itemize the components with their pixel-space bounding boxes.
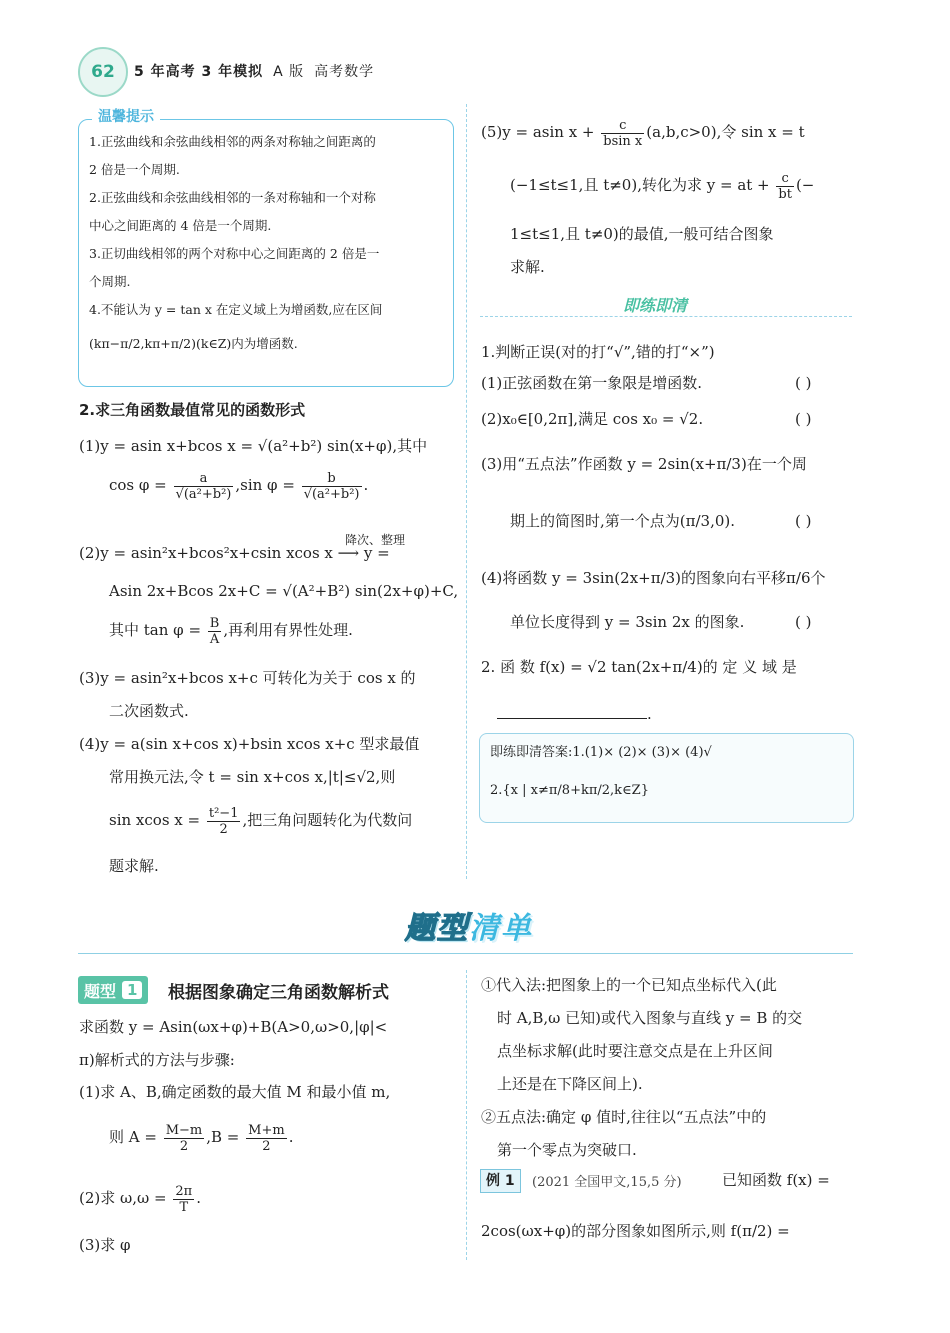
formula-5b [510,170,814,202]
formula-2c [109,615,353,647]
formula-4c [109,805,412,837]
step-1a: (1)求 A、B,确定函数的最大值 M 和最小值 m, [79,1083,391,1101]
example-badge: 例 1 [480,1169,521,1193]
tip-line: 1.正弦曲线和余弦曲线相邻的两条对称轴之间距离的 [89,134,376,149]
denominator: 2 [179,1138,189,1154]
section-title-part2: 清单 [469,911,533,946]
method-2b: 第一个零点为突破口. [497,1141,637,1159]
method-1b: 时 A,B,ω 已知)或代入图象与直线 y = B 的交 [497,1009,803,1027]
answer-paren: ( ) [795,374,812,392]
formula-1b: cos φ = $\frac{a}{\text{√(a²+b²)}}$ ,sin φ = $\frac{b}{\text{√(a²+b²)}}$ . [109,470,369,502]
text: (a,b,c>0),令 sin x = t [646,123,805,141]
example-text-b: 2cos(ωx+φ)的部分图象如图所示,则 f(π/2) = [481,1222,790,1240]
question-1-1: (1)正弦函数在第一象限是增函数. [481,374,703,392]
numerator: b [302,471,362,487]
answer-paren: ( ) [795,613,812,631]
formula-5d: 求解. [510,258,545,276]
tip-line: (kπ−π/2,kπ+π/2)(k∈Z)内为增函数. [89,336,298,351]
tip-line: 3.正切曲线相邻的两个对称中心之间距离的 2 倍是一 [89,246,380,261]
fraction [207,806,241,837]
formula-5c: 1≤t≤1,且 t≠0)的最值,一般可结合图象 [510,225,774,243]
section-title [405,903,533,947]
question-1-3b: 期上的简图时,第一个点为(π/3,0). [510,512,736,530]
book-series: 5 年高考 3 年模拟 [134,64,264,80]
tip-line: 2.正弦曲线和余弦曲线相邻的一条对称轴和一个对称 [89,190,376,205]
formula-2a: (2)y = asin²x+bcos²x+csin xcos x ⟶ y = [79,544,390,562]
arrow-label: 降次、整理 [345,533,406,547]
text: . [196,1189,201,1207]
topic-heading: 根据图象确定三角函数解析式 [168,983,389,1003]
text: ,把三角问题转化为代数问 [242,811,413,829]
tip-line: 中心之间距离的 4 倍是一个周期. [89,218,272,233]
formula-4a: (4)y = a(sin x+cos x)+bsin xcos x+c 型求最值 [79,735,420,753]
text: ,B = [206,1128,240,1146]
denominator: bt [778,186,792,202]
method-1d: 上还是在下降区间上). [497,1075,643,1093]
numerator: M−m [165,1122,203,1138]
formula-1a: (1)y = asin x+bcos x = √(a²+b²) sin(x+φ),其中 [79,437,428,455]
answer-box [479,733,854,823]
question-1-4b: 单位长度得到 y = 3sin 2x 的图象. [510,613,745,631]
question-1-4a: (4)将函数 y = 3sin(2x+π/3)的图象向右平移π/6个 [481,569,826,587]
fraction [174,471,234,502]
answer-paren: ( ) [795,512,812,530]
denominator: bsin x [603,133,643,149]
fraction [164,1123,205,1154]
method-2a: ②五点法:确定 φ 值时,往往以“五点法”中的 [481,1108,767,1126]
book-edition: A 版 [273,64,305,80]
denominator: T [179,1199,189,1215]
book-title [134,61,374,81]
text: cos φ = [109,476,167,494]
fraction [601,118,644,149]
practice-title: 即练即清 [615,293,695,316]
step-3: (3)求 φ [79,1236,131,1254]
page-number: 62 [78,47,128,97]
formula-4d: 题求解. [109,857,159,875]
text: ,再利用有界性处理. [223,621,353,639]
section-title-part1: 题型 [405,911,469,946]
formula-4b: 常用换元法,令 t = sin x+cos x,|t|≤√2,则 [109,768,396,786]
text: . [647,705,652,723]
tip-title: 温馨提示 [92,106,160,126]
fraction [208,616,222,647]
formula-2b: Asin 2x+Bcos 2x+C = √(A²+B²) sin(2x+φ)+C, [109,582,459,600]
text: (5)y = asin x + [481,123,595,141]
denominator: 2 [219,821,228,837]
example-source: (2021 全国甲文,15,5 分) [532,1175,682,1190]
answer-line-1: 即练即清答案:1.(1)× (2)× (3)× (4)√ [490,745,712,760]
question-1: 1.判断正误(对的打“√”,错的打“×”) [481,343,715,361]
numerator: M+m [248,1122,285,1138]
badge-number: 1 [122,981,142,999]
text: ,sin φ = [235,476,295,494]
fraction [302,471,362,502]
text: (−1≤t≤1,且 t≠0),转化为求 y = at + [510,176,770,194]
denominator: 2 [262,1138,271,1154]
text: 则 A = [109,1128,157,1146]
heading-2: 2.求三角函数最值常见的函数形式 [79,401,306,419]
method-1c: 点坐标求解(此时要注意交点是在上升区间 [497,1042,773,1060]
answer-line-2: 2.{x | x≠π/8+kπ/2,k∈Z} [490,783,649,798]
text: (− [795,176,815,194]
answer-paren: ( ) [795,410,812,428]
tip-list [89,128,449,358]
question-2-blank [497,699,652,729]
badge-label: 题型 [84,981,117,1001]
method-intro-2: π)解析式的方法与步骤: [79,1051,235,1069]
numerator: t²−1 [208,805,239,821]
topic-badge [78,976,148,1004]
tip-line: 2 倍是一个周期. [89,162,180,177]
numerator: c [776,171,794,187]
practice-header [480,295,852,317]
formula-3a: (3)y = asin²x+bcos x+c 可转化为关于 cos x 的 [79,669,416,687]
numerator: 2π [175,1183,193,1199]
step-1b [109,1122,293,1154]
numerator: B [209,615,220,631]
formula-3b: 二次函数式. [109,702,189,720]
numerator: c [601,118,644,134]
fraction [173,1184,194,1215]
text: (2)求 ω,ω = [79,1189,167,1207]
tip-line: 个周期. [89,274,131,289]
fraction [776,171,794,202]
text: sin xcos x = [109,811,201,829]
fraction [246,1123,287,1154]
method-intro-1: 求函数 y = Asin(ωx+φ)+B(A>0,ω>0,|φ|< [79,1018,388,1036]
method-1a: ①代入法:把图象上的一个已知点坐标代入(此 [481,976,777,994]
question-1-2: (2)x₀∈[0,2π],满足 cos x₀ = √2. [481,410,704,428]
column-divider [466,104,467,879]
example-text-a: 已知函数 f(x) = [722,1171,830,1189]
numerator: a [174,471,234,487]
step-2 [79,1183,201,1215]
book-subject: 高考数学 [314,64,375,80]
bottom-divider [466,970,467,1260]
formula-5a [481,117,805,149]
practice-divider [480,316,852,317]
text: . [288,1128,294,1146]
question-2: 2. 函 数 f(x) = √2 tan(2x+π/4)的 定 义 域 是 [481,658,797,676]
denominator: A [209,631,220,647]
answer-blank [497,718,647,719]
tip-line: 4.不能认为 y = tan x 在定义域上为增函数,应在区间 [89,302,383,317]
text: 其中 tan φ = [109,621,202,639]
section-divider [78,953,853,954]
denominator: √(a²+b²) [175,486,232,502]
denominator: √(a²+b²) [303,486,360,502]
question-1-3a: (3)用“五点法”作函数 y = 2sin(x+π/3)在一个周 [481,455,807,473]
